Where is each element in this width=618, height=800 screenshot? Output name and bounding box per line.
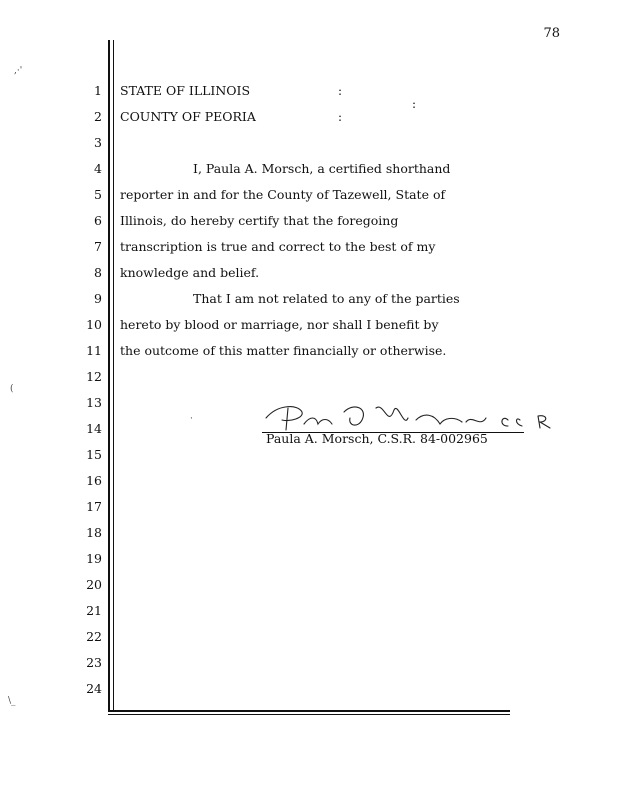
transcript-line: knowledge and belief. [120,265,260,280]
transcript-line: I, Paula A. Morsch, a certified shorthand [193,161,451,176]
transcript-line: That I am not related to any of the parties [193,291,460,306]
left-margin-rule-inner [113,40,114,712]
line-number: 13 [86,395,102,410]
scan-mark: ( [10,384,14,394]
line-number: 11 [86,343,102,358]
line-number: 24 [86,681,102,696]
signature-text: Paula A. Morsch C.S.R. [258,398,270,399]
line-number: 12 [86,369,102,384]
scan-mark: \_ [8,696,16,706]
line-number: 2 [94,109,102,124]
left-margin-rule-outer [108,40,110,712]
transcript-line: reporter in and for the County of Tazewell, State of [120,187,446,202]
bottom-rule-outer [108,710,510,712]
caption-colon: : [338,110,343,124]
caption-colon: : [338,84,343,98]
line-number: 21 [86,603,102,618]
transcript-line: transcription is true and correct to the best of my [120,239,436,254]
line-number: 4 [94,161,102,176]
printed-signature-name: Paula A. Morsch, C.S.R. 84-002965 [266,431,488,446]
caption-state: STATE OF ILLINOIS [120,83,251,98]
scan-mark: ,·' [14,66,23,76]
line-number: 9 [94,291,102,306]
transcript-line: Illinois, do hereby certify that the foregoing [120,213,399,228]
transcript-line: hereto by blood or marriage, nor shall I benefit by [120,317,439,332]
line-number: 17 [86,499,102,514]
line-number: 20 [86,577,102,592]
line-number: 5 [94,187,102,202]
line-number: 15 [86,447,102,462]
line-number: 22 [86,629,102,644]
line-number: 14 [86,421,102,436]
line-number: 19 [86,551,102,566]
line-number: 3 [94,135,102,150]
line-number: 6 [94,213,102,228]
line-number: 16 [86,473,102,488]
caption-colon: : [412,97,417,111]
bottom-rule-inner [108,714,510,715]
line-number: 1 [94,83,102,98]
line-number: 23 [86,655,102,670]
caption-county: COUNTY OF PEORIA [120,109,256,124]
line-number: 8 [94,265,102,280]
line-number: 7 [94,239,102,254]
transcript-line: the outcome of this matter financially or otherwise. [120,343,447,358]
scan-mark: · [190,414,193,424]
line-number: 10 [86,317,102,332]
page-number: 78 [543,26,560,41]
line-number: 18 [86,525,102,540]
